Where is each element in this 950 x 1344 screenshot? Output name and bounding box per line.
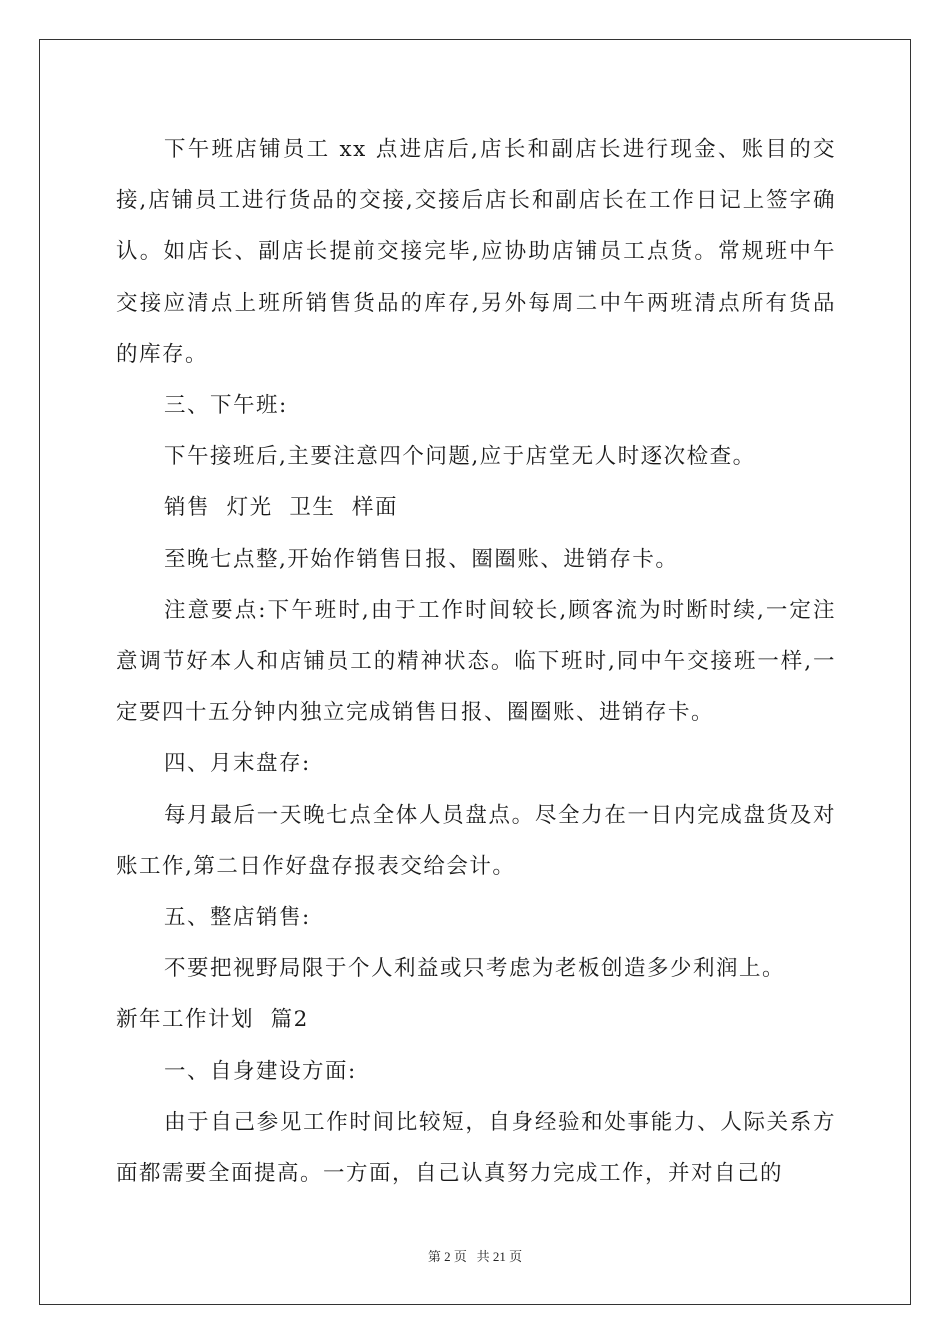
paragraph-handover: 下午班店铺员工 xx 点进店后,店长和副店长进行现金、账目的交接,店铺员工进行货品的交接,交接后店长和副店长在工作日记上签字确认。如店长、副店长提前交接完毕,应协助店铺员工点货。常规班中午交接应清点上班所销售货品的库存,另外每周二中午两班清点所有货品的库存。 (116, 137, 836, 367)
paragraph-check-items: 销售 灯光 卫生 样面 (164, 495, 399, 521)
heading-whole-store-sales: 五、整店销售: (164, 905, 311, 931)
paragraph-vision: 不要把视野局限于个人利益或只考虑为老板创造多少利润上。 (164, 956, 786, 982)
heading-afternoon-shift: 三、下午班: (164, 393, 288, 419)
paragraph-afternoon-checks: 下午接班后,主要注意四个问题,应于店堂无人时逐次检查。 (164, 444, 756, 470)
page-footer (0, 1246, 950, 1265)
section-title-plan-2: 新年工作计划 篇2 (116, 1007, 309, 1033)
document-body (116, 124, 836, 1199)
heading-self-development: 一、自身建设方面: (164, 1058, 357, 1084)
paragraph-seven-oclock: 至晚七点整,开始作销售日报、圈圈账、进销存卡。 (164, 546, 679, 572)
heading-month-end-inventory: 四、月末盘存: (164, 751, 311, 777)
paragraph-self-development: 由于自己参见工作时间比较短，自身经验和处事能力、人际关系方面都需要全面提高。一方面，自己认真努力完成工作，并对自己的 (116, 1109, 836, 1187)
page-number-label: 第 2 页 共 21 页 (427, 1249, 523, 1264)
paragraph-notes: 注意要点:下午班时,由于工作时间较长,顾客流为时断时续,一定注意调节好本人和店铺员工的精神状态。临下班时,同中午交接班一样,一定要四十五分钟内独立完成销售日报、圈圈账、进销存卡。 (116, 597, 836, 726)
paragraph-month-end: 每月最后一天晚七点全体人员盘点。尽全力在一日内完成盘货及对账工作,第二日作好盘存报表交给会计。 (116, 802, 836, 879)
